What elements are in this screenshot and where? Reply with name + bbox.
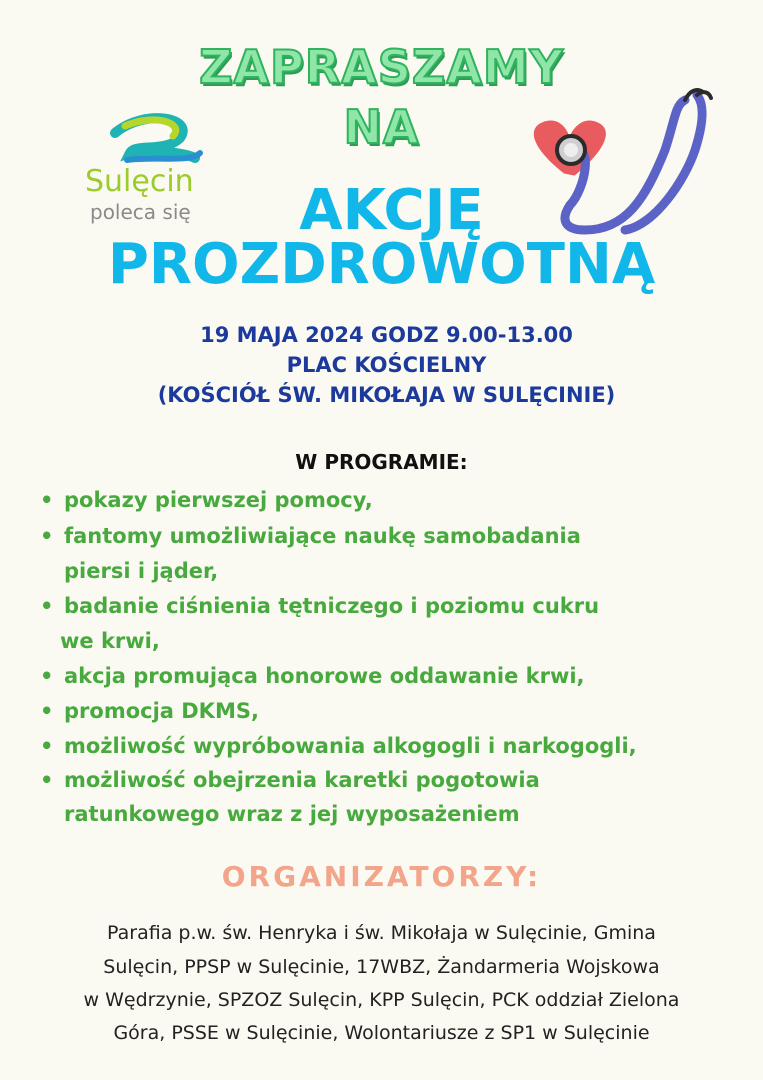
program-item: • akcja promująca honorowe oddawanie krwi, xyxy=(40,664,585,688)
program-item: • możliwość obejrzenia karetki pogotowia xyxy=(40,768,540,792)
bullet: • xyxy=(40,699,54,723)
program-item-continuation: piersi i jąder, xyxy=(64,559,219,583)
program-item: • możliwość wypróbowania alkogogli i narkogogli, xyxy=(40,734,637,758)
title-na: NA xyxy=(343,100,420,154)
program-item-continuation: ratunkowego wraz z jej wyposażeniem xyxy=(64,802,520,826)
title-prozdrowotna: PROZDROWOTNĄ xyxy=(107,232,656,297)
organizers-line: Góra, PSSE w Sulęcinie, Wolontariusze z SP1 w Sulęcinie xyxy=(113,1022,650,1044)
bullet: • xyxy=(40,664,54,688)
logo-name: Sulęcin xyxy=(85,164,194,199)
program-item: • fantomy umożliwiające naukę samobadania xyxy=(40,524,581,548)
bullet: • xyxy=(40,734,54,758)
program-item: • badanie ciśnienia tętniczego i poziomu cukru xyxy=(40,594,600,618)
event-place: PLAC KOŚCIELNY xyxy=(286,353,487,377)
organizers-line: Sulęcin, PPSP w Sulęcinie, 17WBZ, Żandarmeria Wojskowa xyxy=(103,956,660,978)
organizers-heading: ORGANIZATORZY: xyxy=(221,860,542,893)
title-zapraszamy: ZAPRASZAMY xyxy=(199,40,564,94)
bullet: • xyxy=(40,524,54,548)
program-heading: W PROGRAMIE: xyxy=(295,450,468,474)
bullet: • xyxy=(40,768,54,792)
program-item: • promocja DKMS, xyxy=(40,699,259,723)
program-item-continuation: we krwi, xyxy=(60,629,160,653)
organizers-line: Parafia p.w. św. Henryka i św. Mikołaja w Sulęcinie, Gmina xyxy=(107,922,656,944)
bullet: • xyxy=(40,594,54,618)
event-place-detail: (KOŚCIÓŁ ŚW. MIKOŁAJA W SULĘCINIE) xyxy=(157,383,616,407)
organizers-line: w Wędrzynie, SPZOZ Sulęcin, KPP Sulęcin, PCK oddział Zielona xyxy=(83,989,680,1011)
logo-tagline: poleca się xyxy=(90,200,191,224)
bullet: • xyxy=(40,488,54,512)
program-item: • pokazy pierwszej pomocy, xyxy=(40,488,373,512)
title-akcje: AKCJĘ xyxy=(299,178,484,243)
event-date-time: 19 MAJA 2024 GODZ 9.00-13.00 xyxy=(200,323,573,347)
